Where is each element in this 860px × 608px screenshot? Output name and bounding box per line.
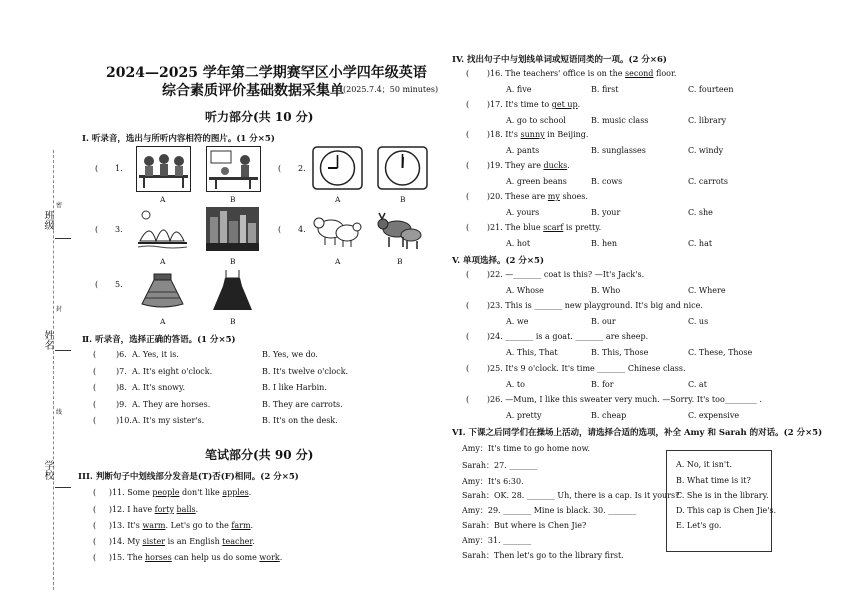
q17-option-c[interactable]: C. library: [688, 116, 727, 125]
q22-option-b[interactable]: B. Who: [591, 286, 621, 295]
dialog-line-2[interactable]: Sarah：27. _______: [462, 461, 538, 470]
q18-option-b[interactable]: B. sunglasses: [591, 146, 646, 155]
q26-option-b[interactable]: B. cheap: [591, 411, 627, 420]
q2-number: 2.: [298, 164, 306, 173]
q6-number: )6.: [116, 350, 127, 359]
q9-option-a[interactable]: A. They are horses.: [132, 400, 211, 409]
q11-item[interactable]: ( )11. Some people don't like apples.: [93, 488, 252, 497]
part3-heading: III. 判断句子中划线部分发音是(T)否(F)相同。(2 分×5): [78, 472, 299, 482]
option-c-text: C. She is in the library.: [676, 491, 769, 500]
q10-paren[interactable]: (: [93, 416, 97, 425]
q23-item[interactable]: ( )23. This is _______ new playground. It's big and nice.: [466, 301, 703, 310]
q5-number: 5.: [115, 280, 123, 289]
q15-item[interactable]: ( )15. The horses can help us do some work.: [93, 553, 283, 562]
q22-option-c[interactable]: C. Where: [688, 286, 726, 295]
mark-mi: 密: [56, 202, 63, 209]
q26-option-c[interactable]: C. expensive: [688, 411, 740, 420]
q24-option-c[interactable]: C. These, Those: [688, 348, 753, 357]
q25-option-b[interactable]: B. for: [591, 380, 614, 389]
q3-label-a: A: [160, 257, 166, 266]
q25-option-c[interactable]: C. at: [688, 380, 707, 389]
q1-label-b: B: [230, 195, 236, 204]
q4-picture-b-goats[interactable]: [373, 207, 426, 251]
q23-option-c[interactable]: C. us: [688, 317, 709, 326]
q3-label-b: B: [230, 257, 236, 266]
q5-label-b: B: [230, 317, 236, 326]
exam-meta: (2025.7.4；50 minutes): [343, 85, 439, 94]
q5-picture-a-skirt[interactable]: [136, 268, 189, 312]
q22-option-a[interactable]: A. Whose: [506, 286, 544, 295]
mark-feng: 封: [56, 306, 63, 313]
dialog-line-7[interactable]: Amy：31. _______: [462, 536, 532, 545]
q8-paren[interactable]: (: [93, 383, 97, 392]
mark-xian: 线: [56, 409, 63, 416]
dialog-line-3: Amy：It's 6:30.: [462, 477, 524, 486]
school-line: [55, 487, 71, 488]
q18-item[interactable]: ( )18. It's sunny in Beijing.: [466, 130, 589, 139]
part5-heading: V. 单项选择。(2 分×5): [452, 256, 544, 266]
dialog-line-4[interactable]: Sarah：OK. 28. _______ Uh, there is a cap. Is it yours?: [462, 491, 680, 500]
q16-option-c[interactable]: C. fourteen: [688, 85, 734, 94]
q5-label-a: A: [160, 317, 166, 326]
q16-option-b[interactable]: B. first: [591, 85, 619, 94]
q7-paren[interactable]: (: [93, 367, 97, 376]
q6-paren[interactable]: (: [93, 350, 97, 359]
q3-paren[interactable]: (: [95, 225, 99, 234]
school-label: 学校: [42, 460, 53, 480]
q1-number: 1.: [115, 164, 123, 173]
q21-item[interactable]: ( )21. The blue scarf is pretty.: [466, 223, 602, 232]
q2-picture-b-clock[interactable]: [376, 146, 429, 190]
q5-paren[interactable]: (: [95, 280, 99, 289]
q4-paren[interactable]: (: [278, 225, 282, 234]
option-b-text: B. What time is it?: [676, 476, 751, 485]
q3-picture-b-city[interactable]: [206, 207, 259, 251]
q5-picture-b-dress[interactable]: [206, 268, 259, 312]
q14-item[interactable]: ( )14. My sister is an English teacher.: [93, 537, 255, 546]
q19-item[interactable]: ( )19. They are ducks.: [466, 161, 570, 170]
q21-option-a[interactable]: A. hot: [506, 239, 531, 248]
dialog-line-8: Sarah：Then let's go to the library first.: [462, 551, 624, 560]
class-label: 班级: [42, 210, 53, 230]
q4-label-a: A: [335, 257, 341, 266]
part1-heading: Ⅰ. 听录音，选出与所听内容相符的图片。(1 分×5): [82, 134, 275, 144]
q24-option-a[interactable]: A. This, That: [506, 348, 558, 357]
q2-label-a: A: [335, 195, 341, 204]
q8-number: )8.: [116, 383, 127, 392]
q10-option-a[interactable]: A. It's my sister's.: [132, 416, 205, 425]
name-line: [55, 350, 71, 351]
q20-item[interactable]: ( )20. These are my shoes.: [466, 192, 588, 201]
writing-title: 笔试部分(共 90 分): [205, 448, 314, 462]
q17-option-b[interactable]: B. music class: [591, 116, 649, 125]
q8-option-a[interactable]: A. It's snowy.: [132, 383, 186, 392]
q18-option-c[interactable]: C. windy: [688, 146, 724, 155]
q1-picture-b-classroom[interactable]: [206, 146, 261, 192]
q3-picture-a-sydney[interactable]: [136, 207, 189, 251]
option-a-text: A. No, it isn't.: [676, 460, 732, 469]
q9-number: )9.: [116, 400, 127, 409]
part4-heading: IV. 找出句子中与划线单词或短语同类的一项。(2 分×6): [452, 55, 667, 65]
q6-option-a[interactable]: A. Yes, it is.: [132, 350, 179, 359]
dialog-line-1: Amy：It's time to go home now.: [462, 444, 591, 453]
q20-option-c[interactable]: C. she: [688, 208, 713, 217]
q4-label-b: B: [397, 257, 403, 266]
q13-item[interactable]: ( )13. It's warm. Let's go to the farm.: [93, 521, 254, 530]
q1-label-a: A: [160, 195, 166, 204]
q17-option-a[interactable]: A. go to school: [506, 116, 566, 125]
q23-option-a[interactable]: A. we: [506, 317, 529, 326]
q1-paren[interactable]: (: [95, 164, 99, 173]
dialog-line-5[interactable]: Amy：29. _______ Mine is black. 30. _______: [462, 506, 637, 515]
q4-picture-a-sheep[interactable]: [311, 207, 364, 251]
q21-option-c[interactable]: C. hat: [688, 239, 713, 248]
q25-option-a[interactable]: A. to: [506, 380, 525, 389]
page-title-line2: 综合素质评价基础数据采集单: [162, 83, 344, 99]
q4-number: 4.: [298, 225, 306, 234]
q3-number: 3.: [115, 225, 123, 234]
q17-item[interactable]: ( )17. It's time to get up.: [466, 100, 581, 109]
q2-picture-a-clock[interactable]: [311, 146, 364, 190]
q26-item[interactable]: ( )26. —Mum, I like this sweater very much. —Sorry. It's too________ .: [466, 395, 762, 404]
q1-picture-a-students[interactable]: [136, 146, 191, 192]
q23-option-b[interactable]: B. our: [591, 317, 616, 326]
page-title-line1: 2024—2025 学年第二学期赛罕区小学四年级英语: [106, 65, 427, 81]
q12-item[interactable]: ( )12. I have forty balls.: [93, 505, 199, 514]
q7-option-a[interactable]: A. It's eight o'clock.: [132, 367, 213, 376]
part6-heading: VI. 下课之后同学们在操场上活动，请选择合适的选项，补全 Amy 和 Sarah 的对话。(2 分×5): [452, 428, 823, 438]
q10-option-b[interactable]: B. It's on the desk.: [262, 416, 338, 425]
dialog-line-6: Sarah：But where is Chen Jie?: [462, 521, 587, 530]
q20-option-a[interactable]: A. yours: [506, 208, 540, 217]
option-d-text: D. This cap is Chen Jie's.: [676, 506, 777, 515]
q2-label-b: B: [400, 195, 406, 204]
q24-item[interactable]: ( )24. _______ is a goat. _______ are sheep.: [466, 332, 649, 341]
class-line: [55, 238, 71, 239]
listening-title: 听力部分(共 10 分): [205, 110, 314, 124]
q8-option-b[interactable]: B. I like Harbin.: [262, 383, 327, 392]
q18-option-a[interactable]: A. pants: [506, 146, 540, 155]
option-e-text: E. Let's go.: [676, 521, 722, 530]
q10-number: )10.: [116, 416, 132, 425]
q25-item[interactable]: ( )25. It's 9 o'clock. It's time _______ Chinese class.: [466, 364, 686, 373]
name-label: 姓名: [42, 330, 53, 350]
q9-paren[interactable]: (: [93, 400, 97, 409]
q24-option-b[interactable]: B. This, Those: [591, 348, 649, 357]
part2-heading: Ⅱ. 听录音，选择正确的答语。(1 分×5): [82, 335, 236, 345]
q16-option-a[interactable]: A. five: [506, 85, 532, 94]
q22-item[interactable]: ( )22. —_______ coat is this? —It's Jack's.: [466, 270, 645, 279]
q19-option-b[interactable]: B. cows: [591, 177, 623, 186]
q19-option-a[interactable]: A. green beans: [506, 177, 567, 186]
q7-number: )7.: [116, 367, 127, 376]
q2-paren[interactable]: (: [278, 164, 282, 173]
q21-option-b[interactable]: B. hen: [591, 239, 618, 248]
q19-option-c[interactable]: C. carrots: [688, 177, 728, 186]
q20-option-b[interactable]: B. your: [591, 208, 621, 217]
q9-option-b[interactable]: B. They are carrots.: [262, 400, 343, 409]
q7-option-b[interactable]: B. It's twelve o'clock.: [262, 367, 349, 376]
q16-item[interactable]: ( )16. The teachers' office is on the second floor.: [466, 69, 677, 78]
q6-option-b[interactable]: B. Yes, we do.: [262, 350, 318, 359]
q26-option-a[interactable]: A. pretty: [506, 411, 542, 420]
